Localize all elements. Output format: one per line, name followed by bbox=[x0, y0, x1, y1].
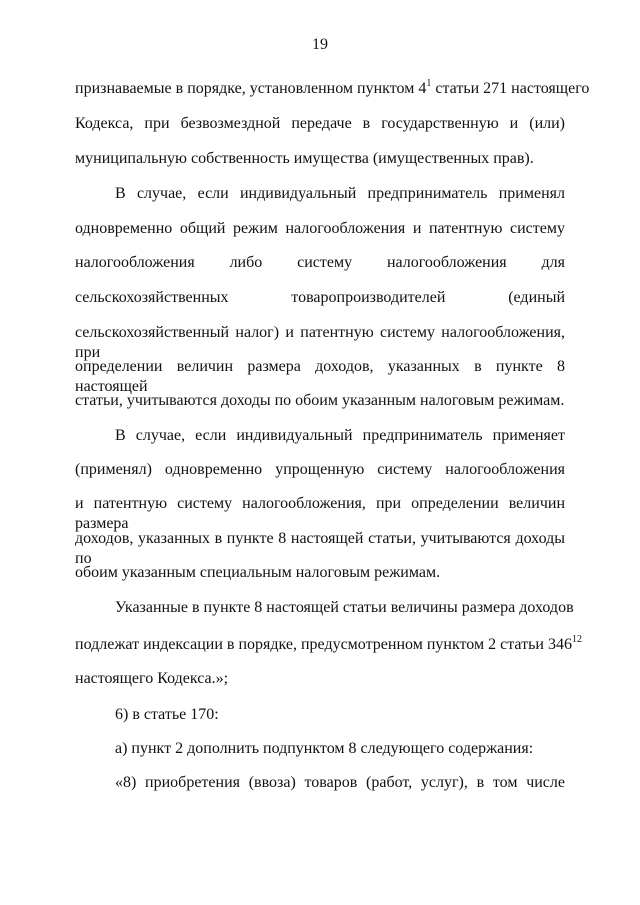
text-line: и патентную систему налогообложения, при определении величин размера bbox=[75, 495, 565, 532]
text-line: «8) приобретения (ввоза) товаров (работ, услуг), в том числе bbox=[115, 774, 565, 791]
text-line: статьи, учитываются доходы по обоим указанным налоговым режимам. bbox=[75, 392, 565, 409]
text-segment: подлежат индексации в порядке, предусмотренном пунктом 2 статьи 346 bbox=[75, 636, 572, 653]
text-line: доходов, указанных в пункте 8 настоящей статьи, учитываются доходы по bbox=[75, 530, 565, 567]
superscript: 1 bbox=[426, 78, 432, 89]
text-line: определении величин размера доходов, указанных в пункте 8 настоящей bbox=[75, 358, 565, 395]
text-line: настоящего Кодекса.»; bbox=[75, 670, 229, 687]
text-line: Кодекса, при безвозмездной передаче в государственную и (или) bbox=[75, 115, 565, 132]
text-line: одновременно общий режим налогообложения и патентную систему bbox=[75, 220, 565, 237]
text-line bbox=[75, 634, 582, 655]
text-line: а) пункт 2 дополнить подпунктом 8 следующего содержания: bbox=[115, 740, 534, 757]
text-line: сельскохозяйственных товаропроизводителей (единый bbox=[75, 289, 565, 306]
text-line: В случае, если индивидуальный предприниматель применяет bbox=[115, 427, 565, 444]
text-line: Указанные в пункте 8 настоящей статьи величины размера доходов bbox=[115, 599, 574, 616]
text-line: сельскохозяйственный налог) и патентную систему налогообложения, при bbox=[75, 324, 565, 361]
text-line: обоим указанным специальным налоговым режимам. bbox=[75, 564, 441, 581]
text-line: В случае, если индивидуальный предприниматель применял bbox=[115, 185, 565, 202]
page-number: 19 bbox=[312, 36, 328, 53]
text-segment: признаваемые в порядке, установленном пунктом 4 bbox=[75, 80, 427, 97]
text-segment: статьи 271 настоящего bbox=[431, 80, 590, 97]
text-line: (применял) одновременно упрощенную систему налогообложения bbox=[75, 461, 565, 478]
text-line bbox=[75, 78, 590, 99]
superscript: 12 bbox=[571, 634, 582, 645]
text-line: муниципальную собственность имущества (имущественных прав). bbox=[75, 150, 534, 167]
text-line: налогообложения либо систему налогообложения для bbox=[75, 254, 565, 271]
text-line: 6) в статье 170: bbox=[115, 706, 219, 723]
